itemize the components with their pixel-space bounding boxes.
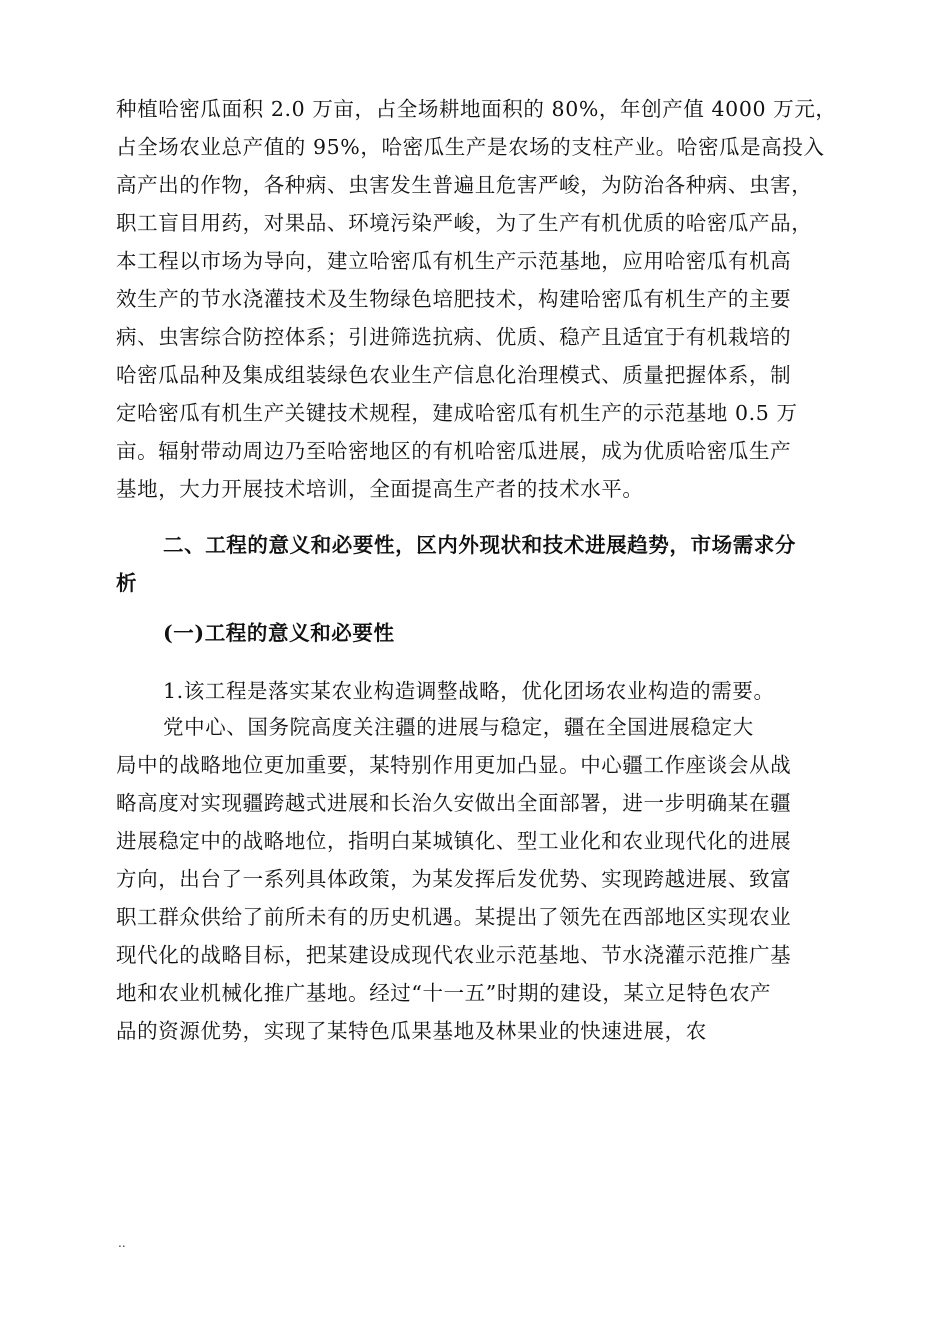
paragraph-line: 本工程以市场为导向，建立哈密瓜有机生产示范基地，应用哈密瓜有机高 <box>116 249 792 273</box>
paragraph-line: 亩。辐射带动周边乃至哈密地区的有机哈密瓜进展，成为优质哈密瓜生产 <box>116 439 792 463</box>
paragraph-line: 局中的战略地位更加重要，某特别作用更加凸显。中心疆工作座谈会从战 <box>116 753 792 777</box>
paragraph-line: 进展稳定中的战略地位，指明白某城镇化、型工业化和农业现代化的进展 <box>116 829 792 853</box>
paragraph-line: 效生产的节水浇灌技术及生物绿色培肥技术，构建哈密瓜有机生产的主要 <box>116 287 792 311</box>
section-heading-continuation: 析 <box>116 571 138 595</box>
paragraph-line: 现代化的战略目标，把某建设成现代农业示范基地、节水浇灌示范推广基 <box>116 943 792 967</box>
paragraph-line: 种植哈密瓜面积 2.0 万亩，占全场耕地面积的 80%，年创产值 4000 万元， <box>116 97 837 121</box>
paragraph-line: 略高度对实现疆跨越式进展和长治久安做出全面部署，进一步明确某在疆 <box>116 791 792 815</box>
paragraph-line: 地和农业机械化推广基地。经过“十一五”时期的建设，某立足特色农产 <box>116 981 772 1005</box>
paragraph-line: 哈密瓜品种及集成组装绿色农业生产信息化治理模式、质量把握体系，制 <box>116 363 792 387</box>
list-item-1: 1.该工程是落实某农业构造调整战略，优化团场农业构造的需要。 <box>163 679 775 703</box>
section-heading: 二、工程的意义和必要性，区内外现状和技术进展趋势，市场需求分 <box>163 533 796 557</box>
paragraph-line: 占全场农业总产值的 95%，哈密瓜生产是农场的支柱产业。哈密瓜是高投入 <box>116 135 825 159</box>
paragraph-line: 品的资源优势，实现了某特色瓜果基地及林果业的快速进展，农 <box>116 1019 707 1043</box>
paragraph-line: 职工群众供给了前所未有的历史机遇。某提出了领先在西部地区实现农业 <box>116 905 792 929</box>
paragraph-line: 方向，出台了一系列具体政策，为某发挥后发优势、实现跨越进展、致富 <box>116 867 792 891</box>
paragraph-line: 高产出的作物，各种病、虫害发生普遍且危害严峻，为防治各种病、虫害， <box>116 173 813 197</box>
footer-mark: .. <box>118 1236 126 1250</box>
paragraph-line: 职工盲目用药，对果品、环境污染严峻，为了生产有机优质的哈密瓜产品， <box>116 211 813 235</box>
paragraph-line: 定哈密瓜有机生产关键技术规程，建成哈密瓜有机生产的示范基地 0.5 万 <box>116 401 798 425</box>
paragraph-line: 病、虫害综合防控体系；引进筛选抗病、优质、稳产且适宜于有机栽培的 <box>116 325 792 349</box>
paragraph-line: 党中心、国务院高度关注疆的进展与稳定，疆在全国进展稳定大 <box>163 715 754 739</box>
paragraph-line: 基地，大力开展技术培训，全面提高生产者的技术水平。 <box>116 477 644 501</box>
subsection-heading: (一)工程的意义和必要性 <box>163 621 395 645</box>
